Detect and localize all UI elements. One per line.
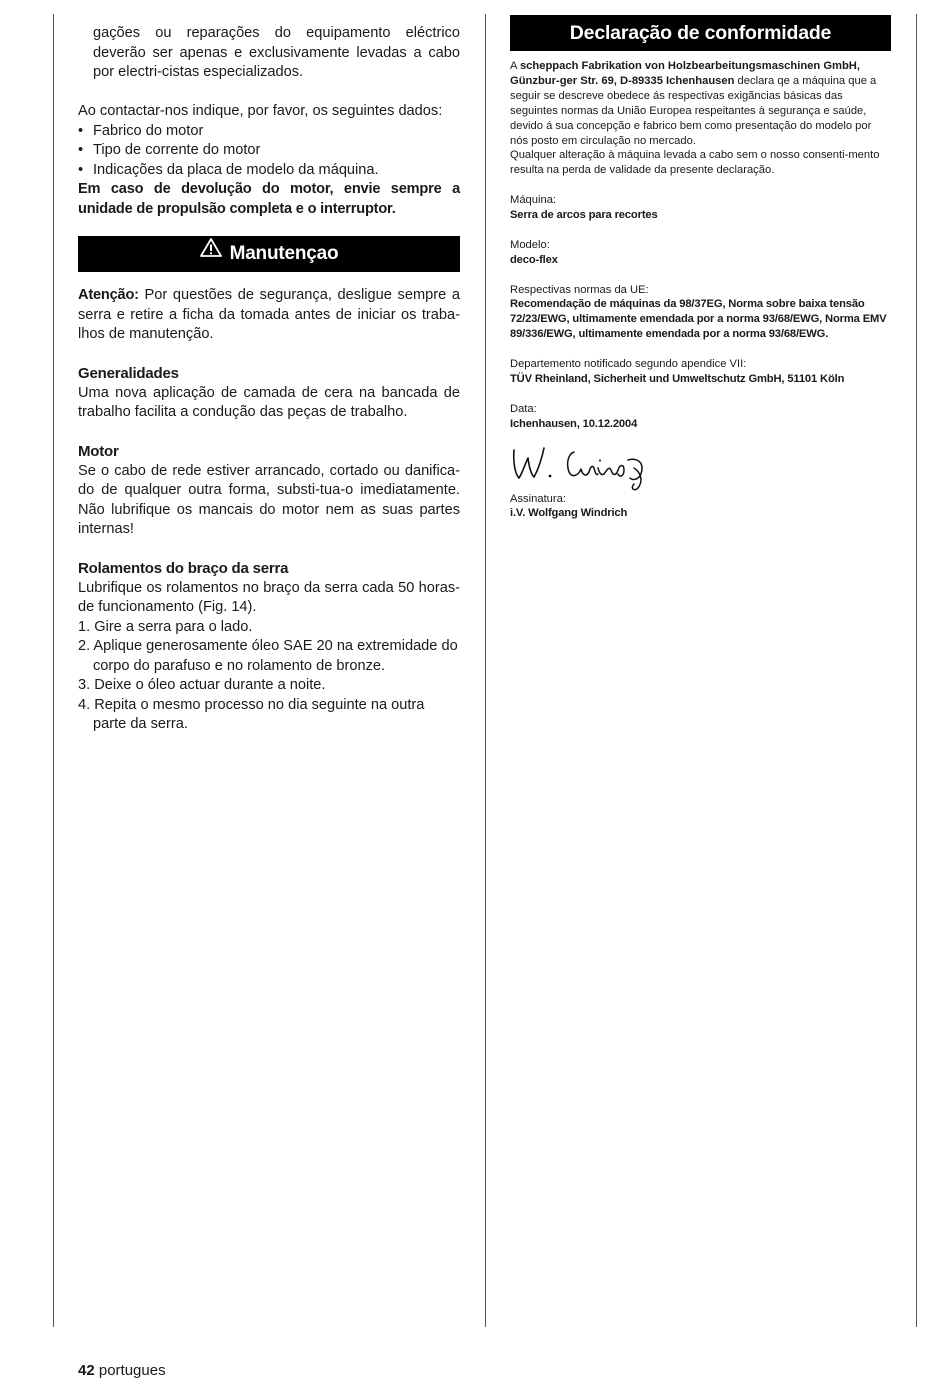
- model-label: Modelo:: [510, 238, 550, 251]
- handwritten-signature: [510, 432, 891, 492]
- step-item: 3. Deixe o óleo actuar durante a noite.: [78, 677, 326, 693]
- manufacturer-name: scheppach Fabrikation von Holzbearbeitungsmaschinen GmbH, Günzbur-ger Str. 69, D-89335 Ichenhausen: [510, 60, 860, 87]
- contact-item: • Tipo de corrente do motor: [78, 142, 261, 158]
- declaration-banner: [510, 15, 891, 51]
- center-column-rule: [485, 14, 486, 1327]
- model-value: deco-flex: [510, 253, 558, 266]
- department-value: TÜV Rheinland, Sicherheit und Umweltschutz GmbH, 51101 Köln: [510, 372, 845, 385]
- bearing-heading: Rolamentos do braço da serra: [78, 560, 289, 577]
- norms-value: Recomendação de máquinas da 98/37EG, Norma sobre baixa tensão 72/23/EWG, ultimamente emendada por a norma 93/68/EWG, Norma EMV 89/336/EWG, ultimamente emendada por a norma 93/68/EWG.: [510, 298, 887, 341]
- declaration-title: Declaração de conformidade: [569, 22, 832, 44]
- contact-item: • Indicações da placa de modelo da máquina.: [78, 161, 379, 178]
- bearing-text: Lubrifique os rolamentos no braço da serra cada 50 horas-de funcionamento (Fig. 14).: [78, 579, 460, 615]
- step-item: 4. Repita o mesmo processo no dia seguinte na outra parte da serra.: [78, 696, 425, 732]
- general-text: Uma nova aplicação de camada de cera na bancada de trabalho facilita a condução das peças de trabalho.: [78, 384, 460, 420]
- step-item: 2. Aplique generosamente óleo SAE 20 na extremidade do corpo do parafuso e no rolamento de bronze.: [78, 638, 458, 674]
- page-footer: [78, 1362, 166, 1379]
- general-heading: Generalidades: [78, 365, 179, 382]
- attention-text: Por questões de segurança, desligue sempre a serra e retire a ficha da tomada antes de iniciar os traba-lhos de manutenção.: [78, 287, 460, 342]
- alteration-note: Qualquer alteração à máquina levada a cabo sem o nosso consenti-mento resulta na perda de validade da presente declaração.: [510, 149, 880, 177]
- contact-lead: Ao contactar-nos indique, por favor, os seguintes dados:: [78, 103, 443, 119]
- step-item: 1. Gire a serra para o lado.: [78, 618, 253, 635]
- motor-text: Se o cabo de rede estiver arrancado, cortado ou danifica-do de qualquer outra forma, substi-tua-o imediatamente. Não lubrifique os mancais do motor nem as suas partes internas!: [78, 462, 460, 537]
- date-label: Data:: [510, 402, 537, 415]
- left-margin-rule: [53, 14, 54, 1327]
- warning-triangle-icon: [200, 234, 222, 270]
- maintenance-banner: [78, 236, 460, 272]
- contact-item: • Fabrico do motor: [78, 122, 204, 139]
- return-note: Em caso de devolução do motor, envie sempre a unidade de propulsão completa e o interruptor.: [78, 181, 460, 217]
- intro-continuation: gações ou reparações do equipamento eléctrico deverão ser apenas e exclusivamente levadas a cabo por electri-cistas especializados.: [93, 25, 460, 80]
- maintenance-title: Manutençao: [229, 243, 339, 265]
- signature-label: Assinatura:: [510, 492, 566, 505]
- department-label: Departemento notificado segundo apendice VII:: [510, 358, 747, 371]
- machine-value: Serra de arcos para recortes: [510, 209, 658, 222]
- footer-language: portugues: [94, 1362, 166, 1379]
- right-column: [510, 15, 891, 521]
- left-column: [78, 24, 460, 735]
- machine-label: Máquina:: [510, 194, 557, 207]
- attention-paragraph: [78, 286, 460, 345]
- attention-label: Atenção:: [78, 287, 139, 303]
- right-margin-rule: [916, 14, 917, 1327]
- declaration-intro: A scheppach Fabrikation von Holzbearbeitungsmaschinen GmbH, Günzbur-ger Str. 69, D-89335 Ichenhausen declara qe a máquina que a seguir se descreve obedece ás respectivas exigãncias básicas das seguintes normas da União Europea respeitantes à segurança e saúde, devido á sua concepção e fabrico bem como presentação do modelo por nós posto em circulação no mercado.: [510, 60, 877, 147]
- date-value: Ichenhausen, 10.12.2004: [510, 417, 638, 430]
- norms-label: Respectivas normas da UE:: [510, 283, 649, 296]
- page-number: 42: [78, 1362, 95, 1379]
- motor-heading: Motor: [78, 443, 119, 460]
- signature-value: i.V. Wolfgang Windrich: [510, 507, 628, 520]
